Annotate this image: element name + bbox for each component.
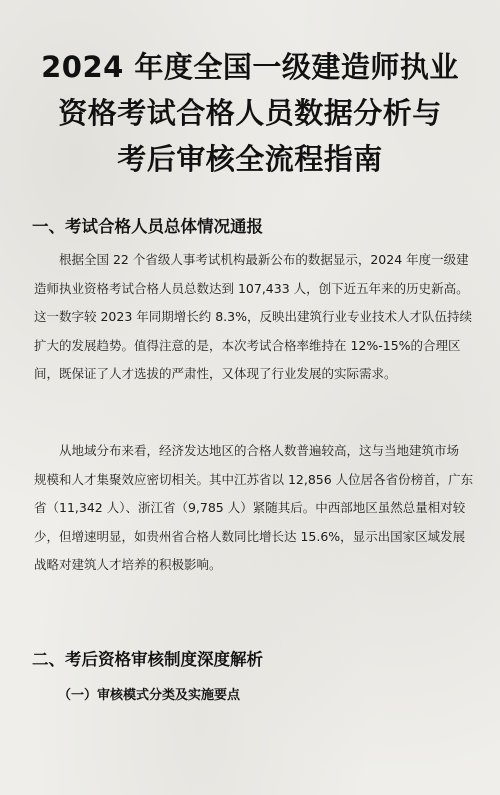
section-heading-2: 二、考后资格审核制度深度解析: [32, 650, 263, 669]
paragraph-line: 这一数字较 2023 年同期增长约 8.3%，反映出建筑行业专业技术人才队伍持续: [34, 309, 472, 325]
paragraph-line: 扩大的发展趋势。值得注意的是，本次考试合格率维持在 12%-15%的合理区: [34, 337, 461, 353]
paragraph-line: 从地域分布来看，经济发达地区的合格人数普遍较高，这与当地建筑市场: [59, 443, 460, 458]
document-title: [20, 44, 480, 182]
title-line: 资格考试合格人员数据分析与: [58, 96, 442, 130]
section-heading-1: 一、考试合格人员总体情况通报: [32, 217, 263, 236]
paragraph-line: 间，既保证了人才选拔的严肃性，又体现了行业发展的实际需求。: [34, 366, 397, 382]
subsection-heading: （一）审核模式分类及实施要点: [58, 688, 241, 703]
paragraph-line: 省（11,342 人）、浙江省（9,785 人）紧随其后。中西部地区虽然总量相对较: [34, 500, 466, 516]
title-line: 2024 年度全国一级建造师执业: [41, 50, 459, 84]
paragraph-1: [34, 246, 470, 389]
paragraph-line: 少，但增速明显，如贵州省合格人数同比增长达 15.6%，显示出国家区域发展: [34, 528, 466, 544]
paragraph-line: 战略对建筑人才培养的积极影响。: [34, 557, 222, 573]
paragraph-line: 根据全国 22 个省级人事考试机构最新公布的数据显示，2024 年度一级建: [59, 252, 469, 267]
paragraph-line: 规模和人才集聚效应密切相关。其中江苏省以 12,856 人位居各省份榜首，广东: [34, 471, 474, 487]
title-line: 考后审核全流程指南: [117, 142, 383, 176]
paragraph-line: 造师执业资格考试合格人员总数达到 107,433 人，创下近五年来的历史新高。: [34, 280, 469, 296]
paragraph-2: [34, 437, 474, 580]
